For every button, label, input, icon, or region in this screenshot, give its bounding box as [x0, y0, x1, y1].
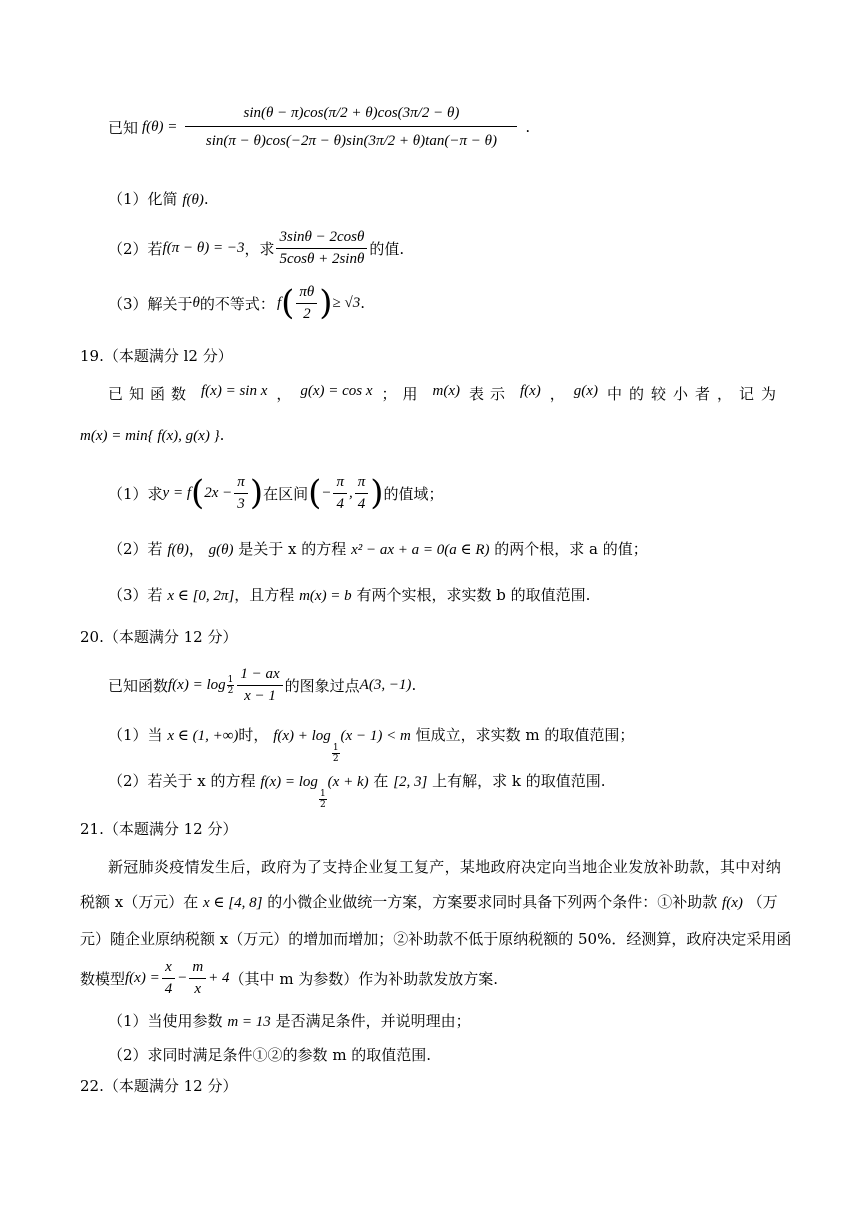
q18-part3: （3）解关于 θ 的不等式： f ( $\frac{\pi\theta}{2}$ ) ≥ √3 .: [108, 283, 366, 323]
q18-p1-label: （1）化简: [108, 190, 178, 208]
q19-intro-a: 已知函数: [108, 385, 193, 403]
q18-p2-num: 3sinθ − 2cosθ: [276, 229, 367, 249]
q18-p3-label: （3）解关于: [108, 294, 193, 313]
q20-p1-ineq-a: f(x) + log: [273, 728, 331, 744]
q21-line2-a: 税额 x（万元）在: [80, 893, 199, 911]
q20-part2: （2）若关于 x 的方程 f(x) = log $\frac{1}{2}$ (x + k) 在 [2, 3] 上有解，求 k 的取值范围.: [108, 772, 606, 810]
q19-mdef-end: .: [219, 426, 225, 444]
q21-line4: 数模型 f(x) = $\frac{x}{4}$ − $\frac{m}{x}$ + 4 （其中 m 为参数）作为补助款发放方案.: [80, 958, 499, 997]
q20-func-den: x − 1: [244, 687, 276, 704]
q20-func-fraction: [237, 666, 282, 705]
q18-definition: [108, 87, 530, 167]
q18-p3-ineq: ≥ √3: [332, 294, 361, 311]
q19-p2-end: 的两个根，求 a 的值；: [494, 540, 648, 558]
q18-p2-den: 5cosθ + 2sinθ: [279, 250, 365, 267]
q21-part2: （2）求同时满足条件①②的参数 m 的取值范围.: [108, 1046, 432, 1064]
q18-part1: [108, 188, 209, 209]
q21-line2-f: f(x): [722, 895, 743, 911]
q19-p2-b: g(θ): [208, 542, 234, 558]
q18-p3-end: .: [360, 294, 366, 312]
q19-intro-line: 已知函数 f(x) = sin x ， g(x) = cos x ；用 m(x) 表示 f(x) ， g(x) 中的较小者，记为: [108, 383, 783, 403]
q19-intro-d: 中的较小者，记为: [606, 385, 783, 403]
q18-p2-mid: ，求: [244, 239, 275, 258]
q19-p1-label: （1）求: [108, 484, 163, 503]
q20-p2-eq-a: f(x) = log: [260, 774, 318, 790]
q20-p1-ineq-b: (x − 1) < m: [340, 728, 411, 744]
q20-p2-end: 上有解，求 k 的取值范围.: [432, 772, 606, 790]
q20-func-left: f(x) = log: [168, 676, 226, 693]
q20-p1-dom: x ∈ (1, +∞): [167, 728, 239, 744]
q19-p2-a: f(θ): [167, 542, 189, 558]
q19-p3-eq: m(x) = b: [299, 588, 352, 604]
q20-p2-label: （2）若关于 x 的方程: [108, 772, 256, 790]
q21-p1-m: m = 13: [227, 1014, 271, 1030]
q20-p1-end: 恒成立，求实数 m 的取值范围；: [415, 726, 635, 744]
q20-part1: （1）当 x ∈ (1, +∞)时， f(x) + log $\frac{1}{2}$ (x − 1) < m 恒成立，求实数 m 的取值范围；: [108, 726, 635, 764]
q18-f-theta: f(θ) =: [142, 118, 178, 135]
q21-line2-b: 的小微企业做统一方案，方案要求同时具备下列两个条件：①补助款: [267, 893, 718, 911]
q18-p2-cond: f(π − θ) = −3: [162, 239, 245, 256]
q18-known-prefix: 已知: [108, 118, 139, 137]
q19-p3-label: （3）若: [108, 586, 163, 604]
q19-p1-mid: 在区间: [263, 484, 309, 503]
q21-line2-c: （万: [747, 893, 778, 911]
q20-p2-mid: 在: [373, 772, 389, 790]
q19-mdef-expr: m(x) = min{ f(x), g(x) }: [80, 428, 220, 444]
q21-line1: 新冠肺炎疫情发生后，政府为了支持企业复工复产，某地政府决定向当地企业发放补助款，其中对纳: [108, 858, 782, 876]
q19-gx: g(x) = cos x: [300, 383, 373, 399]
q19-p2-mid: 是关于 x 的方程: [238, 540, 347, 558]
q18-p3-theta: θ: [192, 294, 200, 311]
q20-p1-mid: 时，: [238, 726, 269, 744]
q19-mx: m(x): [432, 383, 460, 399]
q18-p2-fraction: [276, 229, 367, 268]
q19-header: 19.（本题满分 l2 分）: [80, 347, 233, 365]
q19-part3: [108, 584, 590, 605]
q18-denominator: sin(π − θ)cos(−2π − θ)sin(3π/2 + θ)tan(−π − θ): [205, 132, 497, 149]
q20-intro-a: 已知函数: [108, 676, 169, 695]
q21-p1-label: （1）当使用参数: [108, 1012, 223, 1030]
q19-part1: （1）求 y = f ( 2x − $\frac{\pi}{3}$ ) 在区间 ( − $\frac{\pi}{4}$ , $\frac{\pi}{4}$ ) 的值域；: [108, 473, 444, 513]
q18-p3-mid: 的不等式：: [199, 294, 275, 313]
q21-line3: 元）随企业原纳税额 x（万元）的增加而增加；②补助款不低于原纳税额的 50%．经测算，政府决定采用函: [80, 930, 792, 948]
q20-intro: [108, 660, 416, 710]
q19-f-of-x: f(x): [519, 383, 541, 399]
q18-end: .: [525, 118, 531, 136]
q20-intro-end: .: [411, 676, 417, 694]
q19-p1-end: 的值域；: [383, 484, 444, 503]
q20-p2-eq-b: (x + k): [327, 774, 369, 790]
q20-point: A(3, −1): [359, 676, 412, 693]
q22-header: 22.（本题满分 12 分）: [80, 1077, 238, 1095]
q21-line4-b: （其中 m 为参数）作为补助款发放方案.: [229, 969, 499, 988]
q19-g-of-x: g(x): [573, 383, 598, 399]
q19-part2: （2）若 f(θ)， g(θ) 是关于 x 的方程 x² − ax + a = 0(a ∈ R) 的两个根，求 a 的值；: [108, 540, 648, 558]
q20-p1-label: （1）当: [108, 726, 163, 744]
q18-p3-fraction: $\frac{\pi\theta}{2}$: [296, 284, 317, 323]
q20-log-base: 1 2: [227, 674, 234, 696]
q18-main-fraction: [185, 105, 517, 150]
q20-func-num: 1 − ax: [237, 666, 282, 686]
q19-p2-eq: x² − ax + a = 0(a ∈ R): [351, 542, 490, 558]
q21-p1-end: 是否满足条件，并说明理由；: [275, 1012, 471, 1030]
q19-intro-b: ；用: [381, 385, 424, 403]
q18-p2-end: 的值.: [369, 239, 405, 258]
q20-header: 20.（本题满分 12 分）: [80, 628, 238, 646]
q18-part2: [108, 224, 404, 272]
q19-p3-mid: ，且方程: [234, 586, 295, 604]
q21-line2-dom: x ∈ [4, 8]: [203, 895, 263, 911]
q19-p3-dom: x ∈ [0, 2π]: [167, 588, 235, 604]
q21-part1: [108, 1010, 471, 1031]
q18-p1-math: f(θ): [182, 192, 204, 208]
q21-line4-a: 数模型: [80, 969, 126, 988]
q19-p2-label: （2）若: [108, 540, 163, 558]
q18-p1-end: .: [203, 190, 209, 208]
q21-line2: [80, 891, 778, 912]
q19-fx: f(x) = sin x: [201, 383, 268, 399]
q18-p2-label: （2）若: [108, 239, 163, 258]
q19-p3-end: 有两个实根，求实数 b 的取值范围.: [356, 586, 591, 604]
q21-header: 21.（本题满分 12 分）: [80, 820, 238, 838]
q20-p2-int: [2, 3]: [393, 774, 428, 790]
q19-mdef: [80, 426, 224, 445]
q20-intro-b: 的图象过点: [284, 676, 360, 695]
q18-numerator: sin(θ − π)cos(π/2 + θ)cos(3π/2 − θ): [185, 105, 517, 127]
q19-intro-c: 表示: [468, 385, 511, 403]
